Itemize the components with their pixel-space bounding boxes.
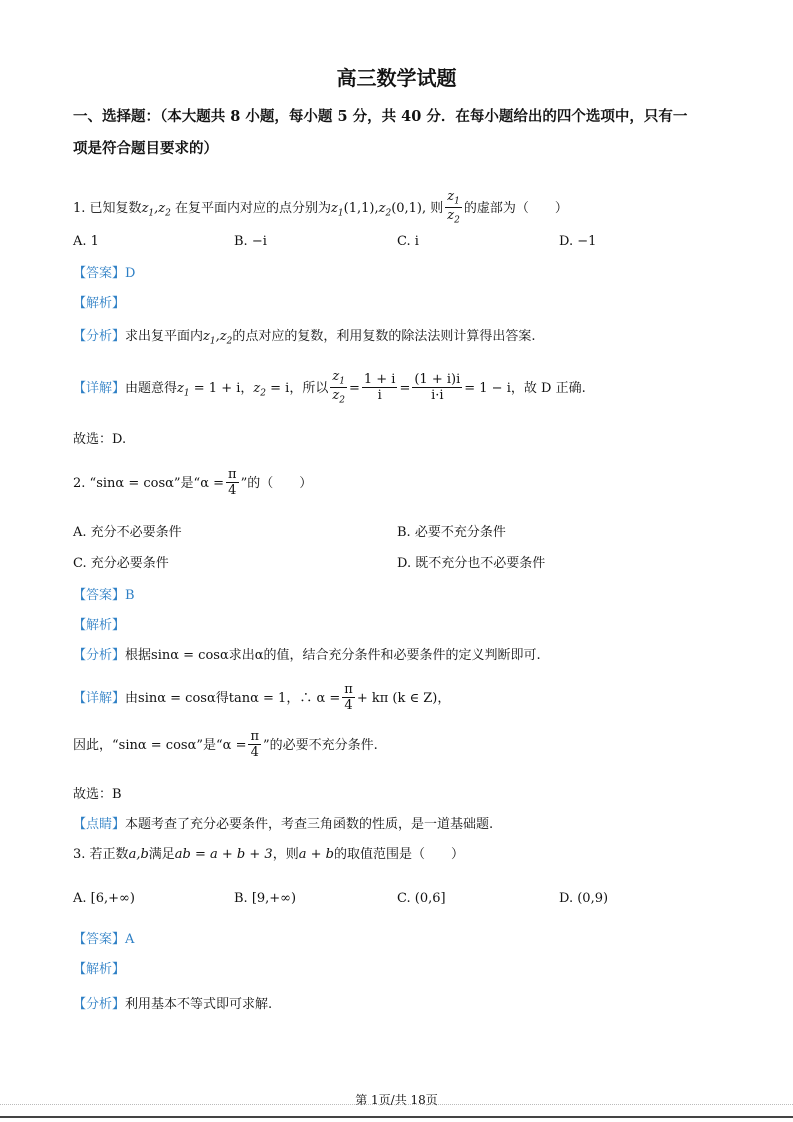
q2-fenxi: 【分析】根据sinα = cosα求出α的值，结合充分条件和必要条件的定义判断即可. xyxy=(73,648,541,663)
q1-option-b[interactable]: B. −i xyxy=(234,234,267,249)
q2-analysis-label: 【解析】 xyxy=(73,618,126,633)
section-heading-line1: 一、选择题：（本大题共 8 小题，每小题 5 分，共 40 分．在每小题给出的四个选项中，只有一 xyxy=(73,108,688,125)
page-title: 高三数学试题 xyxy=(336,66,457,90)
q1-option-d[interactable]: D. −1 xyxy=(559,234,597,249)
q2-choose: 故选：B xyxy=(73,787,122,802)
q2-xiangjie: 【详解】由sinα = cosα得tanα = 1，∴ α = $\frac{\pi}{4}$ + kπ (k ∈ Z)， xyxy=(73,682,451,714)
q3-option-d[interactable]: D. (0,9) xyxy=(559,891,609,906)
page-bottom-border xyxy=(0,1116,793,1118)
q1-fenxi: 【分析】求出复平面内$z_1,z_2$的点对应的复数，利用复数的除法法则计算得出答案. xyxy=(73,329,536,347)
q3-option-c[interactable]: C. (0,6] xyxy=(397,891,446,906)
q3-fenxi: 【分析】利用基本不等式即可求解. xyxy=(73,997,273,1012)
q2-answer: 【答案】B xyxy=(73,588,135,603)
q1-option-a[interactable]: A. 1 xyxy=(73,234,99,249)
q2-option-c[interactable]: C. 充分必要条件 xyxy=(73,556,169,571)
question-1-stem: 1. 已知复数$z_1,z_2$ 在复平面内对应的点分别为$z_1(1,1),z_2(0,1)$, 则 $\frac{z_1}{z_2}$ 的虚部为（ ） xyxy=(73,189,568,227)
q2-therefore: 因此，“sinα = cosα”是“α = $\frac{\pi}{4}$ ”的必要不充分条件. xyxy=(73,729,378,761)
question-3-stem: 3. 若正数a,b满足ab = a + b + 3，则a + b的取值范围是（ ） xyxy=(73,847,464,862)
q1-analysis-label: 【解析】 xyxy=(73,296,126,311)
q3-option-a[interactable]: A. [6,+∞) xyxy=(73,891,135,906)
q2-option-b[interactable]: B. 必要不充分条件 xyxy=(397,525,506,540)
q1-answer: 【答案】D xyxy=(73,266,136,281)
q2-option-a[interactable]: A. 充分不必要条件 xyxy=(73,525,182,540)
q1-choose: 故选：D. xyxy=(73,432,127,447)
q2-dianjing: 【点睛】本题考查了充分必要条件，考查三角函数的性质，是一道基础题. xyxy=(73,817,494,832)
question-2-stem: 2. “sinα = cosα”是“α = $\frac{\pi}{4}$ ”的（ ） xyxy=(73,467,313,499)
q3-option-b[interactable]: B. [9,+∞) xyxy=(234,891,297,906)
section-heading-line2: 项是符合题目要求的） xyxy=(73,140,218,157)
q3-analysis-label: 【解析】 xyxy=(73,962,126,977)
q1-option-c[interactable]: C. i xyxy=(397,234,419,249)
q2-option-d[interactable]: D. 既不充分也不必要条件 xyxy=(397,556,546,571)
q3-answer: 【答案】A xyxy=(73,932,135,947)
q1-xiangjie: 【详解】由题意得$z_1 = 1 + i$，$z_2 = i$，所以 $\frac{z_1}{z_2}$ = $\frac{1 + i}{i}$ = $\frac{(1 + i)i}{i\cdot i}$ = 1 − i，故 D 正确. xyxy=(73,369,586,407)
page-footer: 第 1页/共 18页 xyxy=(355,1093,438,1107)
